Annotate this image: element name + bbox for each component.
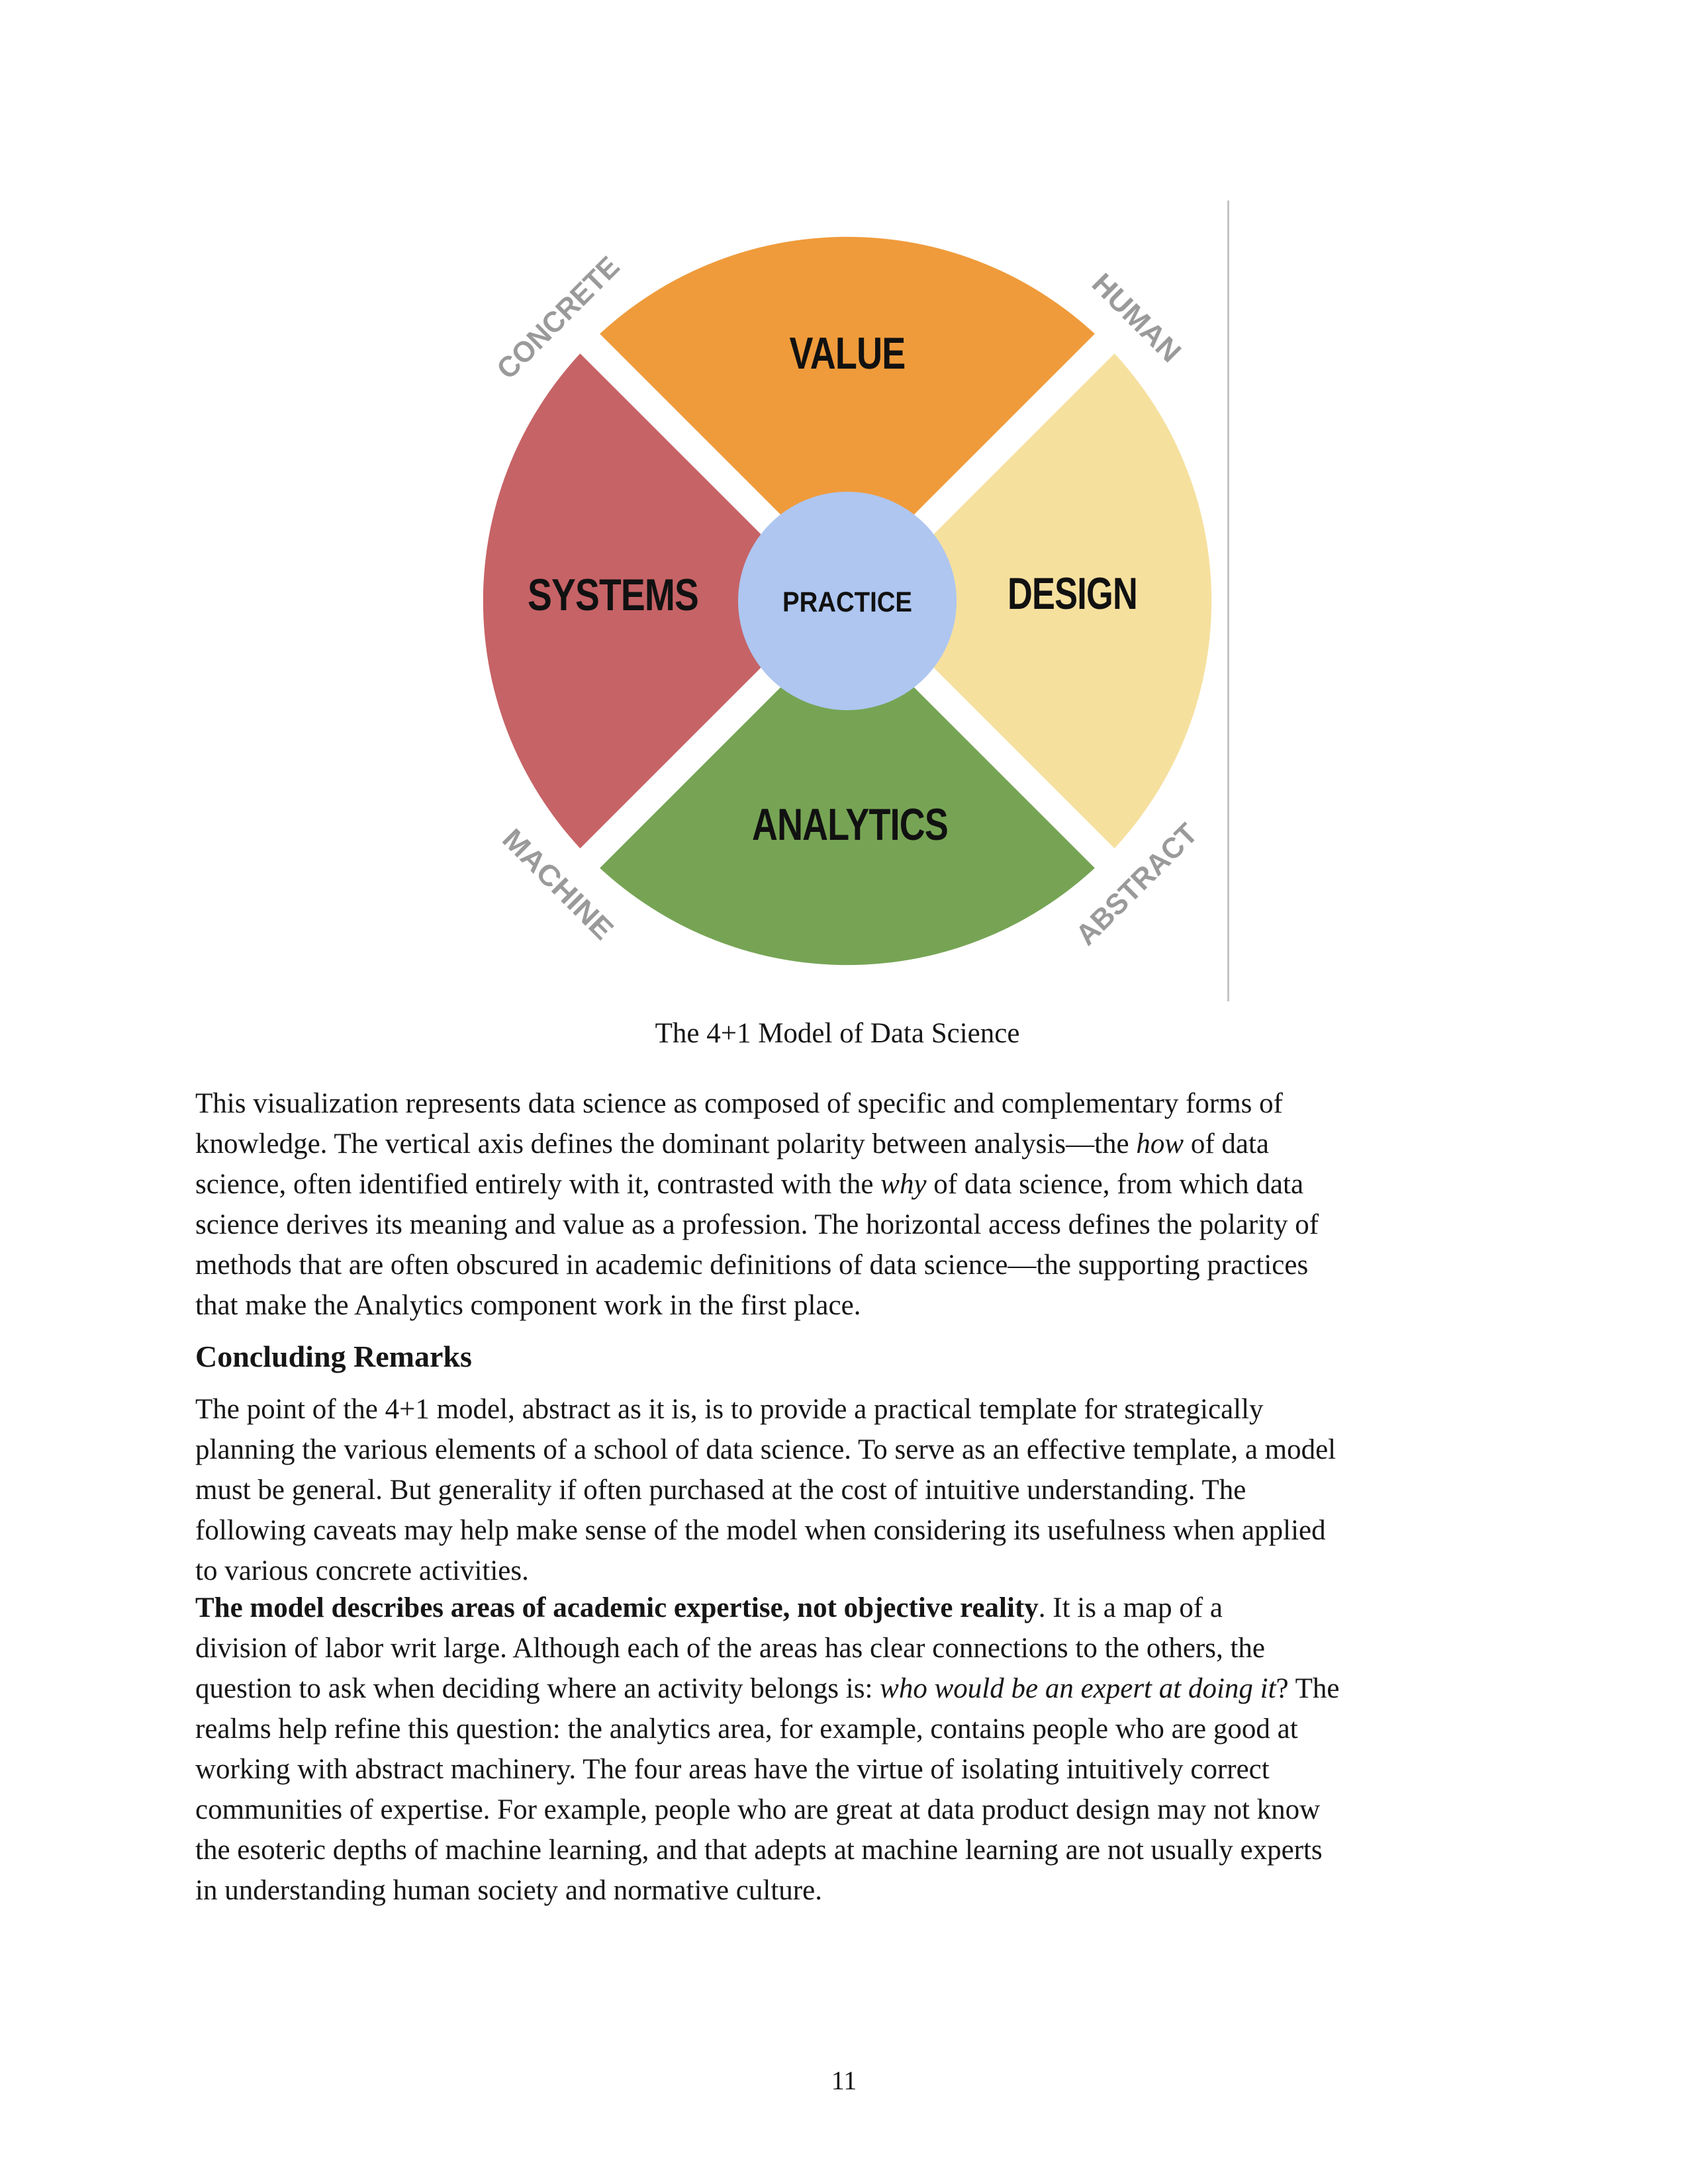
text-line: science, often identified entirely with it, contrasted with the why of data science, from which data xyxy=(195,1169,1304,1200)
axis-label-machine: MACHINE xyxy=(496,823,616,942)
paragraph-point-of-model xyxy=(195,1389,1513,1591)
text-line: This visualization represents data science as composed of specific and complementary forms of xyxy=(195,1088,1283,1119)
text-line: communities of expertise. For example, people who are great at data product design may not know xyxy=(195,1794,1321,1825)
axis-label-human: HUMAN xyxy=(1085,267,1186,367)
text-line: must be general. But generality if often purchased at the cost of intuitive understanding. The xyxy=(195,1475,1246,1506)
text-line: planning the various elements of a school of data science. To serve as an effective template, a model xyxy=(195,1434,1336,1465)
text-line: realms help refine this question: the analytics area, for example, contains people who are good at xyxy=(195,1713,1298,1745)
text-line: the esoteric depths of machine learning, and that adepts at machine learning are not usually experts xyxy=(195,1835,1323,1866)
text-line: to various concrete activities. xyxy=(195,1555,529,1586)
paragraph-model-describes-expertise xyxy=(195,1588,1513,1911)
axis-label-abstract: ABSTRACT xyxy=(1069,815,1206,952)
text-line: methods that are often obscured in academic definitions of data science—the supporting practices xyxy=(195,1250,1309,1281)
figure-caption: The 4+1 Model of Data Science xyxy=(655,1018,1020,1049)
page-number: 11 xyxy=(831,2066,857,2095)
text-line: division of labor writ large. Although each of the areas has clear connections to the others, the xyxy=(195,1633,1265,1664)
figure-right-border-line xyxy=(1227,201,1229,1001)
text-line: that make the Analytics component work in the first place. xyxy=(195,1290,861,1321)
paragraph-visualization-description xyxy=(195,1083,1513,1326)
text-line: following caveats may help make sense of the model when considering its usefulness when applied xyxy=(195,1515,1326,1546)
quadrant-systems-label: SYSTEMS xyxy=(528,570,698,620)
center-label: PRACTICE xyxy=(782,586,912,618)
quadrant-value-label: VALUE xyxy=(789,328,906,379)
text-line: The model describes areas of academic expertise, not objective reality. It is a map of a xyxy=(195,1592,1223,1623)
text-line: The point of the 4+1 model, abstract as it is, is to provide a practical template for strategically xyxy=(195,1394,1264,1425)
text-line: question to ask when deciding where an activity belongs is: who would be an expert at doing it? The xyxy=(195,1673,1340,1704)
quadrant-analytics-label: ANALYTICS xyxy=(752,799,948,850)
text-line: knowledge. The vertical axis defines the dominant polarity between analysis—the how of data xyxy=(195,1128,1269,1160)
figure-4plus1-model xyxy=(437,199,1258,1006)
text-line: working with abstract machinery. The four areas have the virtue of isolating intuitively correct xyxy=(195,1754,1270,1785)
quadrant-design-label: DESIGN xyxy=(1008,569,1137,619)
section-heading-concluding-remarks: Concluding Remarks xyxy=(195,1340,472,1373)
axis-label-concrete: CONCRETE xyxy=(491,247,630,386)
text-line: in understanding human society and normative culture. xyxy=(195,1875,822,1906)
text-line: science derives its meaning and value as a profession. The horizontal access defines the polarity of xyxy=(195,1209,1319,1240)
